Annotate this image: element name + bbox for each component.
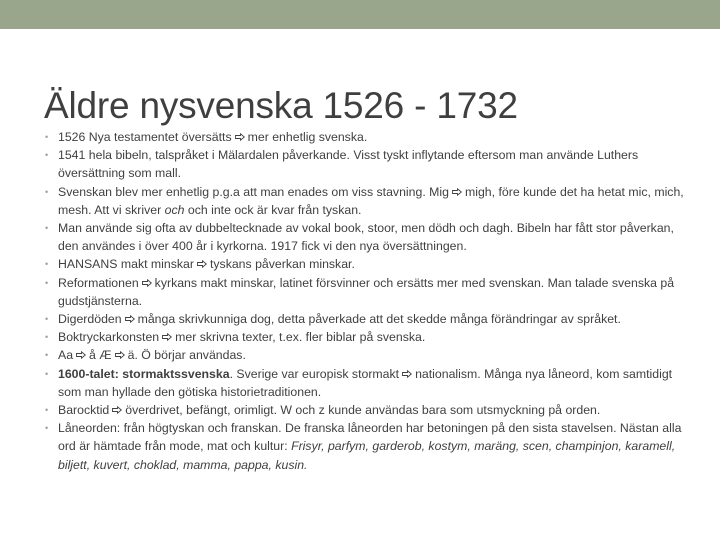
bullet-text: nationalism. Många nya låneord, kom samtidigt som man hyllade den götiska historietraditionen. (58, 366, 673, 399)
bullet-item (44, 401, 684, 419)
bullet-text: Låneorden: från högtyskan och franskan. De franska låneorden har betoningen på den sista stavelsen. Nästan alla ord är hämtade från mode, mat och kultur: (58, 421, 682, 454)
right-arrow-icon (112, 406, 122, 414)
slide-title: Äldre nysvenska 1526 - 1732 (44, 84, 518, 126)
top-accent-band (0, 0, 720, 29)
right-arrow-icon (125, 315, 135, 323)
bullet-text: . Sverige var europisk stormakt (229, 366, 400, 381)
bullet-text: kyrkans makt minskar, latinet försvinner och ersätts mer med svenskan. Man talade svenska på gudstjänsterna. (58, 275, 675, 308)
right-arrow-icon (142, 279, 152, 287)
right-arrow-icon (235, 133, 245, 141)
bullet-text: mer skrivna texter, t.ex. fler biblar på svenska. (175, 330, 426, 345)
bullet-text: och inte ock är kvar från tyskan. (184, 202, 362, 217)
right-arrow-icon (162, 333, 172, 341)
bullet-text: mer enhetlig svenska. (247, 130, 368, 144)
right-arrow-icon (115, 351, 125, 359)
bullet-text: migh, före kunde det ha hetat mic, mich, mesh. Att vi skriver (58, 184, 684, 217)
bullet-text: överdrivet, befängt, orimligt. W och z kunde användas bara som utsmyckning på orden. (125, 403, 601, 418)
bullet-item (44, 146, 684, 182)
bullet-item (44, 128, 684, 146)
right-arrow-icon (452, 188, 462, 196)
italic-text: Frisyr, parfym, garderob, kostym, maräng, scen, champinjon, karamell, biljett, kuvert, choklad, mamma, pappa, kusin. (58, 439, 676, 472)
bullet-text: Man använde sig ofta av dubbeltecknade av vokal book, stoor, men dödh och dagh. Bibeln har fått stor påverkan, den användes i över 400 år i kyrkorna. 1917 fick vi den nya översättningen. (58, 221, 674, 254)
bullet-text: många skrivkunniga dog, detta påverkade att det skedde många förändringar av språket. (137, 312, 621, 327)
bullet-item (44, 219, 684, 255)
bullet-text: Barocktid (58, 403, 110, 418)
bullet-item (44, 310, 684, 328)
bullet-item (44, 328, 684, 346)
bullet-text: å Æ (89, 348, 112, 363)
bullet-text: tyskans påverkan minskar. (209, 257, 355, 272)
bullet-text: Boktryckarkonsten (58, 330, 160, 345)
bullet-item (44, 419, 684, 474)
bullet-list (44, 128, 684, 474)
italic-text: och (164, 202, 185, 217)
bullet-item (44, 365, 684, 401)
right-arrow-icon (402, 370, 412, 378)
bold-text: 1600-talet: stormaktssvenska (58, 366, 230, 381)
bullet-text: ä. Ö börjar användas. (127, 348, 246, 363)
bullet-item (44, 255, 684, 273)
bullet-text: Aa (58, 348, 74, 363)
bullet-text: Svenskan blev mer enhetlig p.g.a att man enades om viss stavning. Mig (58, 184, 449, 199)
right-arrow-icon (197, 260, 207, 268)
bullet-text: Digerdöden (58, 312, 122, 327)
bullet-text: Reformationen (58, 275, 139, 290)
bullet-text: 1526 Nya testamentet översätts (58, 130, 232, 144)
right-arrow-icon (76, 351, 86, 359)
bullet-text: 1541 hela bibeln, talspråket i Mälardalen påverkande. Visst tyskt inflytande eftersom man använde Luthers översättning som mall. (58, 148, 639, 181)
bullet-item (44, 183, 684, 219)
bullet-item (44, 346, 684, 364)
bullet-item (44, 274, 684, 310)
bullet-text: HANSANS makt minskar (58, 257, 194, 272)
